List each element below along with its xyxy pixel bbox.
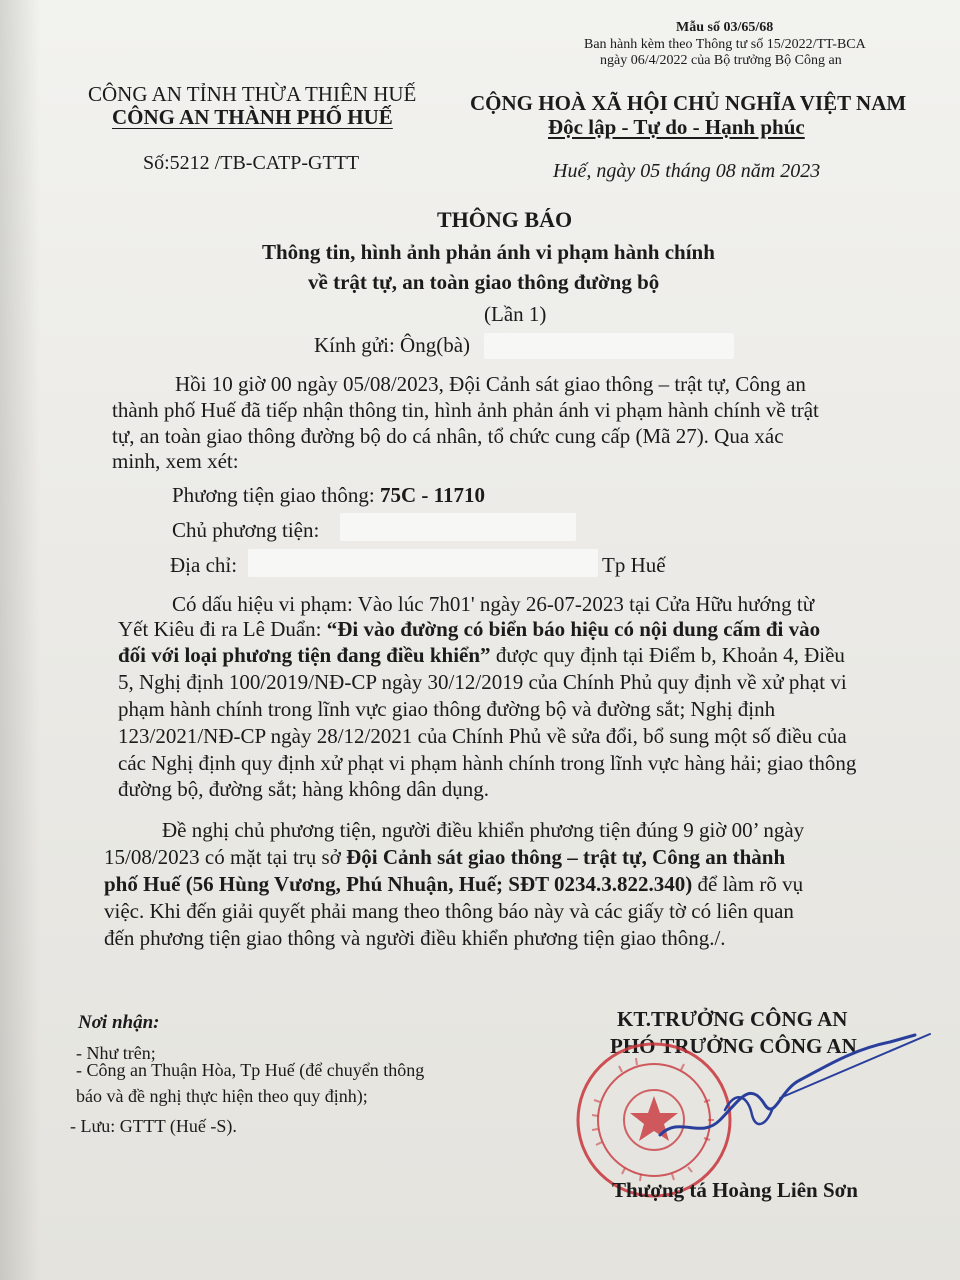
vehicle-plate: 75C - 11710 <box>379 483 485 507</box>
recipients-heading: Nơi nhận: <box>78 1012 160 1033</box>
violation-line-5: phạm hành chính trong lĩnh vực giao thông đường bộ và đường sắt; Nghị định <box>118 697 776 721</box>
redacted-recipient-name <box>484 333 734 359</box>
agency-name-text: CÔNG AN THÀNH PHỐ HUẾ <box>112 105 393 129</box>
page-shadow <box>0 0 40 1280</box>
violation-line-1: Có dấu hiệu vi phạm: Vào lúc 7h01' ngày 26-07-2023 tại Cửa Hữu hướng từ <box>172 592 815 616</box>
intro-line-1: Hồi 10 giờ 00 ngày 05/08/2023, Đội Cảnh sát giao thông – trật tự, Công an <box>175 372 806 396</box>
intro-line-4: minh, xem xét: <box>112 449 239 473</box>
request-line-3 <box>104 872 803 897</box>
request-purpose: để làm rõ vụ <box>692 872 804 896</box>
address-label: Địa chỉ: <box>170 553 238 577</box>
document-number: Số:5212 /TB-CATP-GTTT <box>143 152 360 174</box>
agency-name <box>112 105 393 130</box>
signature-title-1: KT.TRƯỞNG CÔNG AN <box>617 1007 848 1031</box>
request-line-2 <box>104 845 785 870</box>
violation-line-4: 5, Nghị định 100/2019/NĐ-CP ngày 30/12/2019 của Chính Phủ quy định về xử phạt vi <box>118 670 847 694</box>
request-line-4: việc. Khi đến giải quyết phải mang theo thông báo này và các giấy tờ có liên quan <box>104 899 794 923</box>
signer-name: Thượng tá Hoàng Liên Sơn <box>612 1178 858 1202</box>
intro-line-2: thành phố Huế đã tiếp nhận thông tin, hình ảnh phản ánh vi phạm hành chính về trật <box>112 398 819 422</box>
request-office-part2: phố Huế (56 Hùng Vương, Phú Nhuận, Huế; SĐT 0234.3.822.340) <box>104 872 693 896</box>
violation-line-7: các Nghị định quy định xử phạt vi phạm hành chính trong lĩnh vực hàng hải; giao thông <box>118 751 857 775</box>
violation-rule-ref: được quy định tại Điểm b, Khoản 4, Điều <box>490 643 845 667</box>
recipient-label: Kính gửi: Ông(bà) <box>314 333 471 357</box>
nation-motto: Độc lập - Tự do - Hạnh phúc <box>548 115 805 139</box>
nation-name: CỘNG HOÀ XÃ HỘI CHỦ NGHĨA VIỆT NAM <box>470 91 907 115</box>
violation-line-2 <box>118 617 820 642</box>
violation-line-8: đường bộ, đường sắt; hàng không dân dụng. <box>118 777 490 801</box>
recipients-item-1: - Như trên; <box>76 1043 156 1063</box>
recipients-item-2a: - Công an Thuận Hòa, Tp Huế (để chuyển thông <box>76 1060 425 1080</box>
recipients-item-2b: báo và đề nghị thực hiện theo quy định); <box>76 1086 368 1106</box>
request-line-1: Đề nghị chủ phương tiện, người điều khiển phương tiện đúng 9 giờ 00’ ngày <box>162 818 805 842</box>
redacted-owner <box>340 513 576 541</box>
form-issued-line1: Ban hành kèm theo Thông tư số 15/2022/TT-BCA <box>584 37 866 52</box>
request-office-part1: Đội Cảnh sát giao thông – trật tự, Công an thành <box>346 845 786 869</box>
handwritten-signature <box>640 1020 940 1160</box>
request-line-5: đến phương tiện giao thông và người điều khiển phương tiện giao thông./. <box>104 926 726 950</box>
recipients-item-3: - Lưu: GTTT (Huế -S). <box>70 1116 237 1136</box>
violation-act-part2: đối với loại phương tiện đang điều khiển” <box>118 643 491 667</box>
signature-title-2: PHÓ TRƯỞNG CÔNG AN <box>610 1034 857 1058</box>
title-sub2: về trật tự, an toàn giao thông đường bộ <box>308 270 660 294</box>
form-issued-line2: ngày 06/4/2022 của Bộ trưởng Bộ Công an <box>600 53 842 68</box>
title-round: (Lần 1) <box>484 302 547 326</box>
title-sub1: Thông tin, hình ảnh phản ánh vi phạm hành chính <box>262 240 715 264</box>
violation-location: Yết Kiêu đi ra Lê Duẩn: <box>118 617 327 641</box>
violation-line-6: 123/2021/NĐ-CP ngày 28/12/2021 của Chính Phủ về sửa đổi, bổ sung một số điều của <box>118 724 847 748</box>
owner-label: Chủ phương tiện: <box>172 518 320 542</box>
document-title: THÔNG BÁO <box>437 207 573 232</box>
redacted-address <box>248 549 598 577</box>
vehicle-line <box>172 483 485 508</box>
request-date: 15/08/2023 có mặt tại trụ sở <box>104 845 347 869</box>
violation-act-part1: “Đi vào đường có biển báo hiệu có nội dung cấm đi vào <box>326 617 821 641</box>
violation-line-3 <box>118 643 845 668</box>
address-city: Tp Huế <box>602 553 666 577</box>
intro-line-3: tự, an toàn giao thông đường bộ do cá nhân, tổ chức cung cấp (Mã 27). Qua xác <box>112 424 784 448</box>
vehicle-label: Phương tiện giao thông: <box>172 483 380 507</box>
agency-parent: CÔNG AN TỈNH THỪA THIÊN HUẾ <box>88 82 417 106</box>
form-number: Mẫu số 03/65/68 <box>676 20 774 35</box>
place-date: Huế, ngày 05 tháng 08 năm 2023 <box>553 160 821 182</box>
